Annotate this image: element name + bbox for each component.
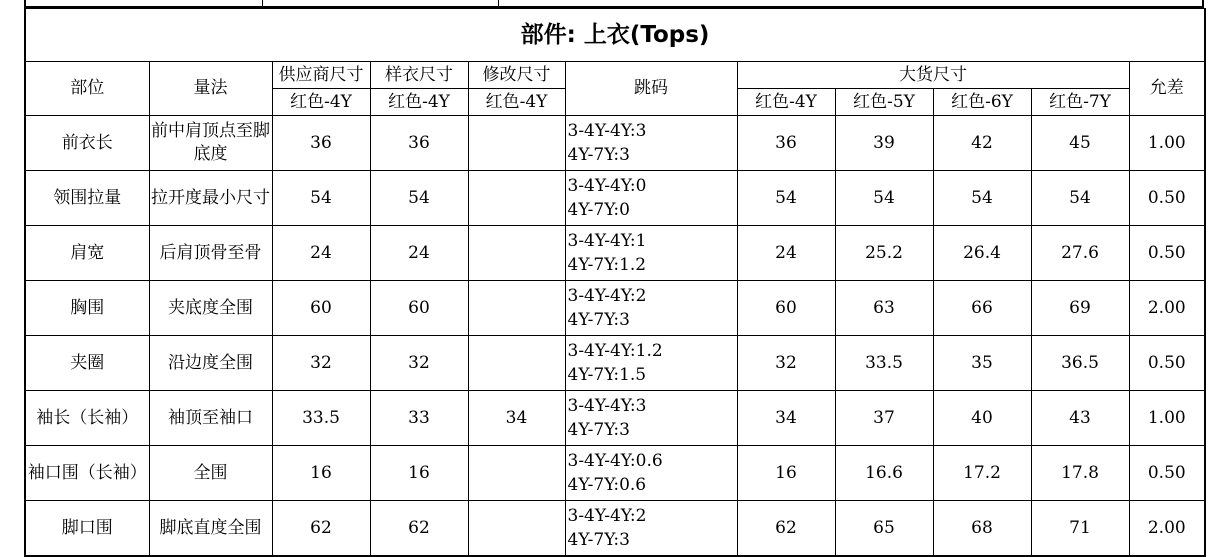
cell-part: 夹圈 [25, 336, 149, 391]
cell-method: 后肩顶骨至骨 [149, 226, 272, 281]
cell-bulk-6y: 68 [933, 501, 1031, 557]
cell-sample: 36 [370, 116, 468, 171]
grading-line: 3-4Y-4Y:2 [567, 506, 647, 526]
cell-grading [565, 226, 737, 281]
grading-line: 3-4Y-4Y:1.2 [567, 341, 663, 361]
size-sample: 红色-4Y [370, 89, 468, 116]
grading-line: 4Y-7Y:3 [567, 530, 630, 550]
cell-bulk-6y: 66 [933, 281, 1031, 336]
cell-supplier: 54 [272, 171, 370, 226]
cell-bulk-5y: 33.5 [835, 336, 933, 391]
cell-tolerance: 0.50 [1129, 446, 1205, 501]
cell-bulk-5y: 16.6 [835, 446, 933, 501]
table-row [25, 446, 1205, 501]
grading-line: 3-4Y-4Y:3 [567, 121, 647, 141]
cell-modify [468, 281, 565, 336]
cell-modify [468, 446, 565, 501]
cell-sample: 24 [370, 226, 468, 281]
grading-line: 3-4Y-4Y:3 [567, 396, 647, 416]
grading-line: 4Y-7Y:3 [567, 145, 630, 165]
cell-part: 袖长（长袖） [25, 391, 149, 446]
cell-bulk-6y: 54 [933, 171, 1031, 226]
cell-bulk-7y: 27.6 [1031, 226, 1129, 281]
size-modify: 红色-4Y [468, 89, 565, 116]
cell-supplier: 36 [272, 116, 370, 171]
grading-line: 4Y-7Y:3 [567, 310, 630, 330]
cell-bulk-7y: 36.5 [1031, 336, 1129, 391]
header-tolerance: 允差 [1129, 62, 1205, 116]
table-row [25, 281, 1205, 336]
cell-tolerance: 0.50 [1129, 226, 1205, 281]
cell-part: 袖口围（长袖） [25, 446, 149, 501]
cell-tolerance: 2.00 [1129, 281, 1205, 336]
grading-line: 4Y-7Y:1.5 [567, 365, 647, 385]
grading-line: 3-4Y-4Y:2 [567, 286, 647, 306]
cell-bulk-4y: 54 [737, 171, 835, 226]
cell-bulk-5y: 37 [835, 391, 933, 446]
grading-line: 4Y-7Y:1.2 [567, 255, 647, 275]
cell-method: 全围 [149, 446, 272, 501]
grading-line: 4Y-7Y:0.6 [567, 475, 647, 495]
cell-grading [565, 116, 737, 171]
grading-line: 3-4Y-4Y:1 [567, 231, 647, 251]
cell-part: 肩宽 [25, 226, 149, 281]
cell-bulk-4y: 16 [737, 446, 835, 501]
cell-bulk-7y: 43 [1031, 391, 1129, 446]
header-supplier: 供应商尺寸 [272, 62, 370, 89]
cell-grading [565, 281, 737, 336]
previous-table-fragment [24, 0, 1204, 8]
grading-line: 4Y-7Y:3 [567, 420, 630, 440]
cell-tolerance: 0.50 [1129, 171, 1205, 226]
fragment-divider [498, 0, 499, 6]
cell-part: 前衣长 [25, 116, 149, 171]
cell-method: 袖顶至袖口 [149, 391, 272, 446]
size-bulk-5y: 红色-5Y [835, 89, 933, 116]
cell-supplier: 16 [272, 446, 370, 501]
cell-tolerance: 1.00 [1129, 116, 1205, 171]
cell-sample: 54 [370, 171, 468, 226]
cell-method: 前中肩顶点至脚底度 [149, 116, 272, 171]
header-part: 部位 [25, 62, 149, 116]
cell-supplier: 62 [272, 501, 370, 557]
cell-grading [565, 391, 737, 446]
cell-bulk-6y: 17.2 [933, 446, 1031, 501]
header-modify: 修改尺寸 [468, 62, 565, 89]
cell-bulk-7y: 45 [1031, 116, 1129, 171]
cell-method: 沿边度全围 [149, 336, 272, 391]
cell-bulk-4y: 36 [737, 116, 835, 171]
cell-sample: 33 [370, 391, 468, 446]
cell-tolerance: 1.00 [1129, 391, 1205, 446]
cell-bulk-4y: 34 [737, 391, 835, 446]
cell-modify: 34 [468, 391, 565, 446]
cell-bulk-5y: 39 [835, 116, 933, 171]
table-title: 部件: 上衣(Tops) [25, 9, 1205, 62]
table-row [25, 501, 1205, 557]
cell-modify [468, 171, 565, 226]
size-supplier: 红色-4Y [272, 89, 370, 116]
cell-bulk-4y: 32 [737, 336, 835, 391]
table-row [25, 336, 1205, 391]
cell-method: 脚底直度全围 [149, 501, 272, 557]
cell-bulk-7y: 69 [1031, 281, 1129, 336]
cell-sample: 60 [370, 281, 468, 336]
cell-supplier: 60 [272, 281, 370, 336]
cell-grading [565, 501, 737, 557]
cell-bulk-6y: 40 [933, 391, 1031, 446]
spec-table [24, 8, 1206, 557]
cell-bulk-5y: 25.2 [835, 226, 933, 281]
cell-bulk-5y: 54 [835, 171, 933, 226]
cell-bulk-4y: 60 [737, 281, 835, 336]
table-row [25, 391, 1205, 446]
table-row [25, 226, 1205, 281]
header-sample: 样衣尺寸 [370, 62, 468, 89]
cell-modify [468, 116, 565, 171]
cell-grading [565, 336, 737, 391]
cell-bulk-6y: 35 [933, 336, 1031, 391]
cell-modify [468, 336, 565, 391]
cell-supplier: 33.5 [272, 391, 370, 446]
cell-tolerance: 0.50 [1129, 336, 1205, 391]
header-bulk: 大货尺寸 [737, 62, 1129, 89]
cell-grading [565, 446, 737, 501]
cell-modify [468, 226, 565, 281]
grading-line: 4Y-7Y:0 [567, 200, 630, 220]
cell-part: 脚口围 [25, 501, 149, 557]
header-grading: 跳码 [565, 62, 737, 116]
cell-supplier: 24 [272, 226, 370, 281]
cell-bulk-6y: 26.4 [933, 226, 1031, 281]
cell-bulk-4y: 24 [737, 226, 835, 281]
fragment-divider [262, 0, 263, 6]
size-bulk-4y: 红色-4Y [737, 89, 835, 116]
cell-tolerance: 2.00 [1129, 501, 1205, 557]
cell-sample: 62 [370, 501, 468, 557]
cell-bulk-7y: 54 [1031, 171, 1129, 226]
size-bulk-7y: 红色-7Y [1031, 89, 1129, 116]
cell-sample: 32 [370, 336, 468, 391]
cell-bulk-7y: 71 [1031, 501, 1129, 557]
cell-bulk-4y: 62 [737, 501, 835, 557]
cell-method: 夹底度全围 [149, 281, 272, 336]
header-method: 量法 [149, 62, 272, 116]
cell-sample: 16 [370, 446, 468, 501]
cell-grading [565, 171, 737, 226]
table-row [25, 171, 1205, 226]
table-row [25, 116, 1205, 171]
cell-part: 领围拉量 [25, 171, 149, 226]
cell-bulk-7y: 17.8 [1031, 446, 1129, 501]
grading-line: 3-4Y-4Y:0 [567, 176, 647, 196]
grading-line: 3-4Y-4Y:0.6 [567, 451, 663, 471]
cell-bulk-5y: 63 [835, 281, 933, 336]
size-bulk-6y: 红色-6Y [933, 89, 1031, 116]
cell-supplier: 32 [272, 336, 370, 391]
cell-bulk-6y: 42 [933, 116, 1031, 171]
cell-method: 拉开度最小尺寸 [149, 171, 272, 226]
cell-bulk-5y: 65 [835, 501, 933, 557]
cell-modify [468, 501, 565, 557]
cell-part: 胸围 [25, 281, 149, 336]
